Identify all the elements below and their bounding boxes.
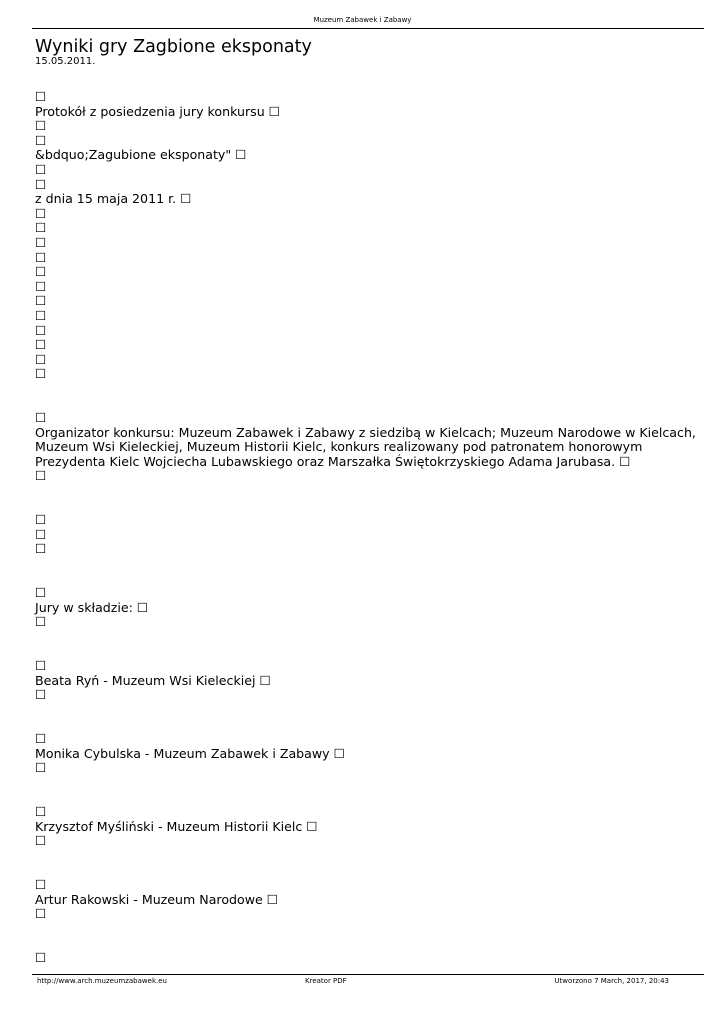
document-line: ☐ — [35, 541, 47, 557]
document-line — [35, 936, 705, 951]
document-line — [35, 499, 705, 514]
document-line: Artur Rakowski - Muzeum Narodowe ☐ — [35, 891, 279, 907]
document-line — [35, 791, 705, 806]
document-line: ☐ — [35, 293, 47, 309]
document-line: ☐ — [35, 468, 47, 484]
document-line: ☐ — [35, 234, 47, 250]
document-line: ☐ — [35, 220, 47, 236]
document-line — [35, 703, 705, 718]
document-line: Organizator konkursu: Muzeum Zabawek i Zabawy z siedzibą w Kielcach; Muzeum Narodowe w Kielcach, Muzeum Wsi Kieleckiej, Muzeum Historii Kielc, konkurs realizowany pod patronatem honorowym Prezydenta Kielc Wojciecha Lubawskiego oraz Marszałka Świętokrzyskiego Adama Jarubasa. ☐ — [35, 424, 696, 469]
document-line: ☐ — [35, 658, 47, 674]
document-line — [35, 922, 705, 937]
document-line: ☐ — [35, 950, 47, 966]
document-line — [35, 718, 705, 733]
document-line: &bdquo;Zagubione eksponaty" ☐ — [35, 147, 247, 163]
document-line: ☐ — [35, 512, 47, 528]
document-line: ☐ — [35, 89, 47, 104]
document-line: ☐ — [35, 249, 47, 265]
header-divider — [32, 28, 704, 29]
document-line: ☐ — [35, 132, 47, 148]
footer-created: Utworzono 7 March, 2017, 20:43 — [554, 977, 669, 985]
document-line — [35, 776, 705, 791]
document-line — [35, 382, 705, 397]
document-line: ☐ — [35, 161, 47, 177]
document-line: ☐ — [35, 176, 47, 192]
footer-divider — [32, 974, 704, 975]
document-line: ☐ — [35, 585, 47, 601]
document-line: ☐ — [35, 351, 47, 367]
document-line: ☐ — [35, 760, 47, 776]
document-line: ☐ — [35, 731, 47, 747]
document-line: ☐ — [35, 906, 47, 922]
document-line — [35, 557, 705, 572]
document-line — [35, 863, 705, 878]
document-line: ☐ — [35, 366, 47, 382]
publication-date: 15.05.2011. — [35, 56, 96, 67]
document-line: Beata Ryń - Muzeum Wsi Kieleckiej ☐ — [35, 672, 271, 688]
document-line: ☐ — [35, 410, 47, 426]
document-line — [35, 645, 705, 660]
document-line: Jury w składzie: ☐ — [35, 599, 149, 615]
document-line: ☐ — [35, 264, 47, 280]
document-line: ☐ — [35, 278, 47, 294]
document-line — [35, 849, 705, 864]
document-line: ☐ — [35, 322, 47, 338]
footer-generator: Kreator PDF — [305, 977, 347, 985]
document-line — [35, 572, 705, 587]
document-body — [35, 90, 705, 966]
document-line — [35, 484, 705, 499]
document-line: Protokół z posiedzenia jury konkursu ☐ — [35, 103, 280, 119]
document-line: Monika Cybulska - Muzeum Zabawek i Zabawy ☐ — [35, 745, 345, 761]
page-title: Wyniki gry Zagbione eksponaty — [35, 37, 312, 57]
document-line — [35, 630, 705, 645]
document-line: ☐ — [35, 526, 47, 542]
document-line: ☐ — [35, 307, 47, 323]
document-line: ☐ — [35, 833, 47, 849]
document-line: Krzysztof Myśliński - Muzeum Historii Kielc ☐ — [35, 818, 318, 834]
document-line — [35, 396, 705, 411]
document-line: ☐ — [35, 337, 47, 353]
document-line: ☐ — [35, 877, 47, 893]
document-line: ☐ — [35, 205, 47, 221]
document-line: ☐ — [35, 687, 47, 703]
document-line: z dnia 15 maja 2011 r. ☐ — [35, 191, 192, 207]
footer-url: http://www.arch.muzeumzabawek.eu — [37, 977, 167, 985]
document-line: ☐ — [35, 804, 47, 820]
document-line: ☐ — [35, 614, 47, 630]
document-line: ☐ — [35, 118, 47, 134]
page-header: Muzeum Zabawek i Zabawy — [313, 16, 412, 24]
